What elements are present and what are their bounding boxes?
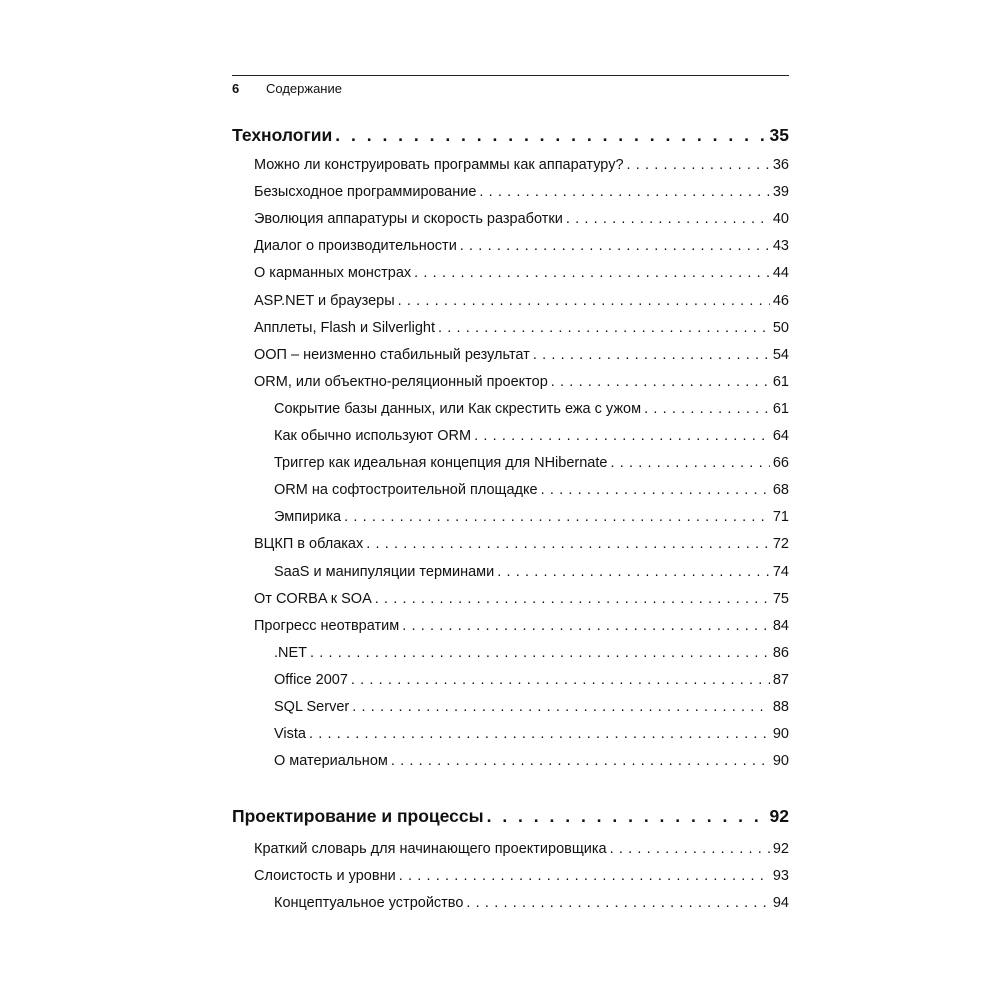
leader-dots — [566, 207, 770, 231]
entry-title: ООП – неизменно стабильный результат — [254, 346, 530, 363]
leader-dots — [627, 153, 770, 177]
toc-entry[interactable] — [254, 343, 789, 367]
entry-page-number: 93 — [772, 868, 789, 885]
entry-page-number: 64 — [772, 428, 789, 444]
entry-title: Можно ли конструировать программы как аппаратуру? — [254, 157, 624, 173]
toc-subentry[interactable] — [274, 722, 789, 746]
entry-page-number: 54 — [772, 346, 789, 363]
leader-dots — [610, 837, 770, 861]
running-header — [232, 79, 789, 99]
toc-subentry[interactable] — [274, 891, 789, 915]
entry-page-number: 88 — [772, 699, 789, 715]
toc-entry[interactable] — [254, 180, 789, 204]
entry-page-number: 74 — [772, 563, 789, 580]
leader-dots — [474, 424, 770, 448]
toc-entry[interactable] — [254, 587, 789, 611]
toc-entry[interactable] — [254, 261, 789, 285]
toc-entry[interactable] — [254, 289, 789, 313]
toc-subentry[interactable] — [274, 641, 789, 665]
section-page-number: 35 — [769, 125, 789, 145]
leader-dots — [551, 370, 770, 394]
toc-entry[interactable] — [254, 234, 789, 258]
entry-title: Как обычно используют ORM — [274, 428, 472, 444]
toc-subentry[interactable] — [274, 695, 789, 719]
leader-dots — [366, 532, 770, 556]
entry-page-number: 87 — [772, 671, 789, 688]
toc-subentry[interactable] — [274, 668, 789, 692]
entry-title: ВЦКП в облаках — [254, 536, 364, 553]
entry-title: Безысходное программирование — [254, 184, 477, 201]
leader-dots — [344, 505, 770, 529]
entry-page-number: 44 — [772, 265, 789, 282]
leader-dots — [402, 614, 770, 638]
toc-entry[interactable] — [254, 370, 789, 394]
section-title: Проектирование и процессы — [232, 806, 484, 826]
toc-section-heading[interactable] — [232, 803, 789, 829]
entry-page-number: 86 — [772, 644, 789, 661]
entry-page-number: 61 — [772, 400, 789, 417]
toc-entry[interactable] — [254, 837, 789, 861]
leader-dots — [466, 891, 769, 915]
entry-page-number: 50 — [772, 319, 789, 336]
entry-title: Апплеты, Flash и Silverlight — [254, 319, 436, 336]
leader-dots — [610, 451, 769, 475]
toc-subentry[interactable] — [274, 451, 789, 475]
entry-title: .NET — [274, 644, 308, 661]
section-page-number: 92 — [769, 806, 789, 826]
toc-subentry[interactable] — [274, 424, 789, 448]
toc-entry[interactable] — [254, 614, 789, 638]
entry-title: SaaS и манипуляции терминами — [274, 563, 495, 580]
entry-title: От CORBA к SOA — [254, 590, 372, 607]
leader-dots — [533, 343, 770, 367]
leader-dots — [352, 695, 770, 719]
section-title: Технологии — [232, 125, 333, 145]
leader-dots — [460, 234, 770, 258]
toc-subentry[interactable] — [274, 749, 789, 773]
entry-page-number: 39 — [772, 184, 789, 201]
entry-title: ASP.NET и браузеры — [254, 292, 395, 309]
entry-page-number: 72 — [772, 536, 789, 553]
toc-subentry[interactable] — [274, 397, 789, 421]
toc-subentry[interactable] — [274, 505, 789, 529]
entry-title: Краткий словарь для начинающего проектировщика — [254, 841, 607, 857]
entry-page-number: 84 — [772, 617, 789, 634]
leader-dots — [391, 749, 770, 773]
leader-dots — [309, 722, 770, 746]
entry-title: Эмпирика — [274, 509, 342, 526]
running-title: Содержание — [266, 81, 342, 96]
leader-dots — [479, 180, 769, 204]
entry-page-number: 43 — [772, 238, 789, 255]
entry-page-number: 61 — [772, 373, 789, 390]
entry-page-number: 71 — [772, 509, 789, 526]
entry-title: Триггер как идеальная концепция для NHibernate — [274, 455, 608, 472]
entry-page-number: 40 — [772, 211, 789, 228]
entry-title: О материальном — [274, 753, 388, 770]
toc-subentry[interactable] — [274, 478, 789, 502]
entry-title: Vista — [274, 726, 306, 743]
toc-entry[interactable] — [254, 864, 789, 888]
leader-dots — [335, 122, 766, 148]
entry-title: ORM на софтостроительной площадке — [274, 482, 538, 499]
entry-page-number: 92 — [772, 841, 789, 857]
entry-title: Диалог о производительности — [254, 238, 457, 255]
header-rule — [232, 75, 789, 76]
entry-page-number: 66 — [772, 455, 789, 472]
leader-dots — [438, 316, 770, 340]
entry-title: ORM, или объектно-реляционный проектор — [254, 373, 548, 390]
leader-dots — [310, 641, 770, 665]
entry-title: Сокрытие базы данных, или Как скрестить ежа с ужом — [274, 400, 642, 417]
entry-page-number: 68 — [772, 482, 789, 499]
page-number: 6 — [232, 81, 240, 96]
entry-title: SQL Server — [274, 699, 350, 715]
leader-dots — [351, 668, 770, 692]
entry-title: Эволюция аппаратуры и скорость разработки — [254, 211, 563, 228]
leader-dots — [541, 478, 770, 502]
leader-dots — [487, 803, 767, 829]
toc-entry[interactable] — [254, 532, 789, 556]
leader-dots — [399, 864, 770, 888]
entry-page-number: 94 — [772, 895, 789, 912]
toc-subentry[interactable] — [274, 560, 789, 584]
leader-dots — [398, 289, 770, 313]
entry-title: Прогресс неотвратим — [254, 617, 400, 634]
entry-title: Концептуальное устройство — [274, 895, 464, 912]
leader-dots — [644, 397, 770, 421]
toc-entry[interactable] — [254, 153, 789, 177]
entry-page-number: 90 — [772, 753, 789, 770]
entry-page-number: 36 — [772, 157, 789, 173]
entry-title: Office 2007 — [274, 671, 348, 688]
toc-entry[interactable] — [254, 207, 789, 231]
leader-dots — [375, 587, 770, 611]
leader-dots — [497, 560, 770, 584]
leader-dots — [414, 261, 770, 285]
toc-section-heading[interactable] — [232, 122, 789, 148]
entry-page-number: 90 — [772, 726, 789, 743]
entry-title: Слоистость и уровни — [254, 868, 396, 885]
entry-page-number: 75 — [772, 590, 789, 607]
entry-page-number: 46 — [772, 292, 789, 309]
entry-title: О карманных монстрах — [254, 265, 412, 282]
toc-entry[interactable] — [254, 316, 789, 340]
